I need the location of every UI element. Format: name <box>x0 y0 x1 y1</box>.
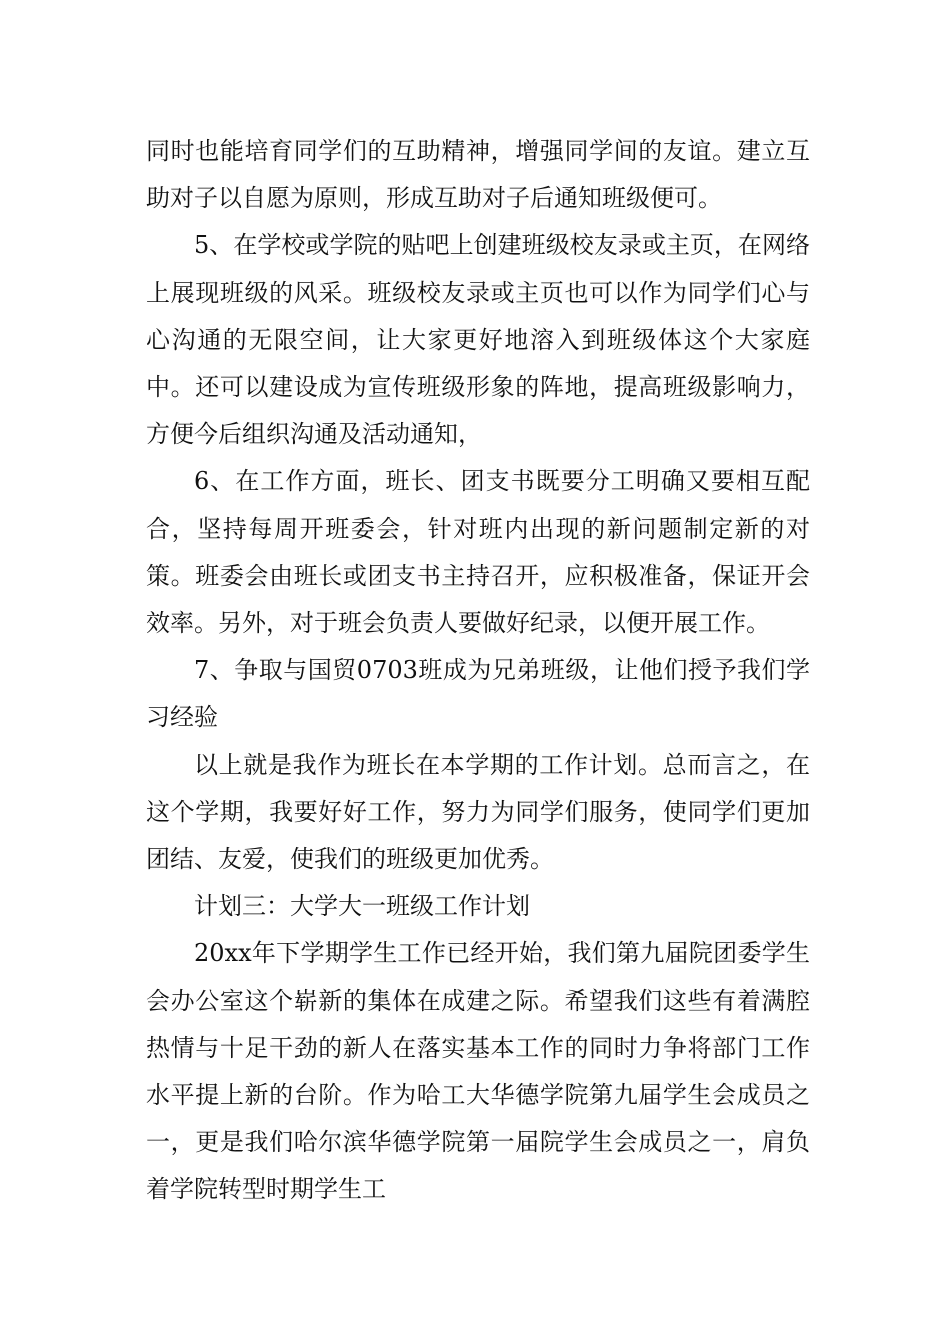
paragraph-item-6: 6、在工作方面，班长、团支书既要分工明确又要相互配合，坚持每周开班委会，针对班内出现的新问题制定新的对策。班委会由班长或团支书主持召开，应积极准备，保证开会效率。另外，对于班会负责人要做好纪录，以便开展工作。 <box>146 467 810 638</box>
paragraph-continuation: 同时也能培育同学们的互助精神，增强同学间的友谊。建立互助对子以自愿为原则，形成互助对子后通知班级便可。 <box>146 137 810 213</box>
paragraph-plan-intro: 20xx年下学期学生工作已经开始，我们第九届院团委学生会办公室这个崭新的集体在成建之际。希望我们这些有着满腔热情与十足干劲的新人在落实基本工作的同时力争将部门工作水平提上新的台阶。作为哈工大华德学院第九届学生会成员之一，更是我们哈尔滨华德学院第一届院学生会成员之一，肩负着学院转型时期学生工 <box>146 939 810 1204</box>
document-body <box>146 128 810 1214</box>
paragraph-summary: 以上就是我作为班长在本学期的工作计划。总而言之，在这个学期，我要好好工作，努力为同学们服务，使同学们更加团结、友爱，使我们的班级更加优秀。 <box>146 750 810 874</box>
paragraph-item-5: 5、在学校或学院的贴吧上创建班级校友录或主页，在网络上展现班级的风采。班级校友录或主页也可以作为同学们心与心沟通的无限空间，让大家更好地溶入到班级体这个大家庭中。还可以建设成为宣传班级形象的阵地，提高班级影响力，方便今后组织沟通及活动通知， <box>146 231 810 449</box>
paragraph-item-7: 7、争取与国贸0703班成为兄弟班级，让他们授予我们学习经验 <box>146 656 810 732</box>
section-heading: 计划三：大学大一班级工作计划 <box>194 892 530 921</box>
